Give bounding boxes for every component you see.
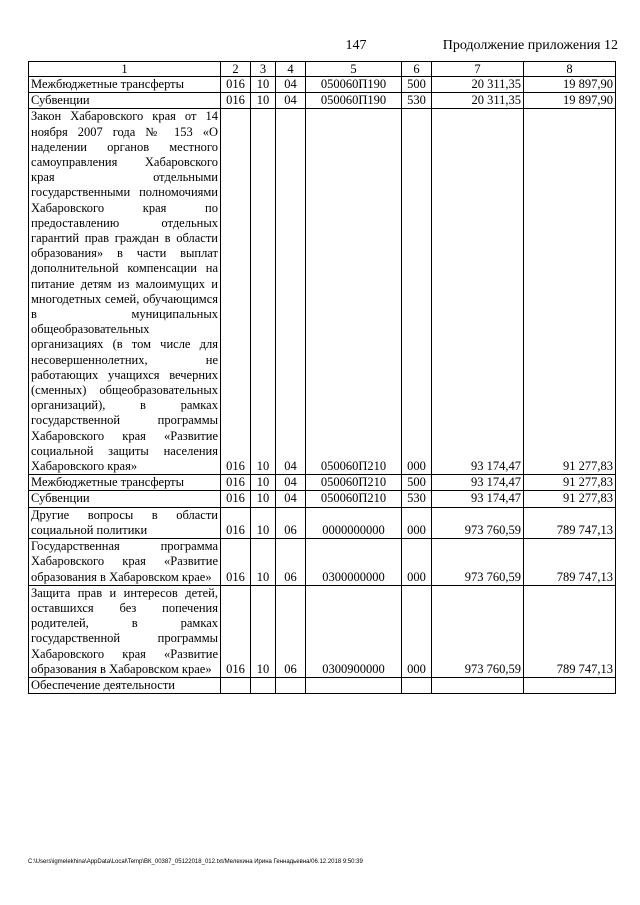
row-name: Закон Хабаровского края от 14 ноября 2007 года № 153 «О наделении органов местного самоуправления Хабаровского края отдельными государственными полномочиями Хабаровского края по предоставлению отдельных гарантий прав граждан в области образования» в части выплат дополнительной компенсации на питание детям из малоимущих и многодетных семей, обучающимся в муниципальных общеобразовательных организациях (в том числе для несовершеннолетних, не работающих учащихся вечерних (сменных) общеобразовательных организаций), в рамках государственной программы Хабаровского края «Развитие социальной защиты населения Хабаровского края» — [29, 109, 221, 475]
expense-type-code: 500 — [402, 77, 432, 93]
page-number: 147 — [345, 38, 367, 53]
row-name: Государственная программа Хабаровского края «Развитие образования в Хабаровском крае» — [29, 539, 221, 586]
section-code: 10 — [251, 491, 276, 507]
subsection-code — [276, 677, 306, 693]
expense-type-code: 500 — [402, 475, 432, 491]
amount-col7: 973 760,59 — [432, 539, 524, 586]
ministry-code: 016 — [221, 491, 251, 507]
expense-type-code: 000 — [402, 507, 432, 538]
target-article-code — [306, 677, 402, 693]
target-article-code: 0300900000 — [306, 585, 402, 677]
amount-col7: 20 311,35 — [432, 77, 524, 93]
subsection-code: 04 — [276, 77, 306, 93]
section-code: 10 — [251, 585, 276, 677]
ministry-code: 016 — [221, 585, 251, 677]
subsection-code: 06 — [276, 507, 306, 538]
ministry-code: 016 — [221, 507, 251, 538]
column-header: 6 — [402, 62, 432, 77]
amount-col8 — [524, 677, 616, 693]
subsection-code: 04 — [276, 93, 306, 109]
amount-col7: 20 311,35 — [432, 93, 524, 109]
amount-col8: 789 747,13 — [524, 507, 616, 538]
subsection-code: 04 — [276, 475, 306, 491]
subsection-code: 04 — [276, 109, 306, 475]
row-name: Защита прав и интересов детей, оставшихся без попечения родителей, в рамках государственной программы Хабаровского края «Развитие образования в Хабаровском крае» — [29, 585, 221, 677]
column-numbers-row — [29, 62, 616, 77]
expense-type-code: 530 — [402, 491, 432, 507]
section-code: 10 — [251, 77, 276, 93]
row-name: Обеспечение деятельности — [29, 677, 221, 693]
target-article-code: 050060П190 — [306, 93, 402, 109]
ministry-code: 016 — [221, 475, 251, 491]
ministry-code: 016 — [221, 109, 251, 475]
subsection-code: 06 — [276, 539, 306, 586]
ministry-code: 016 — [221, 93, 251, 109]
ministry-code: 016 — [221, 539, 251, 586]
table-row — [29, 585, 616, 677]
table-row — [29, 475, 616, 491]
table-row — [29, 539, 616, 586]
section-code: 10 — [251, 109, 276, 475]
amount-col8: 91 277,83 — [524, 475, 616, 491]
target-article-code: 050060П210 — [306, 491, 402, 507]
target-article-code: 050060П190 — [306, 77, 402, 93]
column-header: 3 — [251, 62, 276, 77]
table-row — [29, 491, 616, 507]
amount-col8: 19 897,90 — [524, 93, 616, 109]
row-name: Межбюджетные трансферты — [29, 77, 221, 93]
amount-col7: 973 760,59 — [432, 585, 524, 677]
amount-col8: 91 277,83 — [524, 491, 616, 507]
amount-col8: 19 897,90 — [524, 77, 616, 93]
column-header: 4 — [276, 62, 306, 77]
footer-file-path: C:\Users\igmelekhina\AppData\Local\Temp\ВК_00387_05122018_012.txt/Мелехина Ирина Геннадьевна/06.12.2018 9:50:39 — [28, 859, 363, 865]
target-article-code: 0300000000 — [306, 539, 402, 586]
table-row — [29, 93, 616, 109]
column-header: 7 — [432, 62, 524, 77]
expense-type-code: 000 — [402, 109, 432, 475]
section-code: 10 — [251, 539, 276, 586]
section-code — [251, 677, 276, 693]
column-header: 8 — [524, 62, 616, 77]
target-article-code: 050060П210 — [306, 475, 402, 491]
table-row — [29, 507, 616, 538]
table-row — [29, 677, 616, 693]
section-code: 10 — [251, 93, 276, 109]
amount-col7: 93 174,47 — [432, 491, 524, 507]
appendix-label: Продолжение приложения 12 — [442, 38, 618, 53]
section-code: 10 — [251, 475, 276, 491]
expense-type-code: 000 — [402, 585, 432, 677]
amount-col7 — [432, 677, 524, 693]
row-name: Субвенции — [29, 491, 221, 507]
column-header: 2 — [221, 62, 251, 77]
column-header: 1 — [29, 62, 221, 77]
subsection-code: 06 — [276, 585, 306, 677]
subsection-code: 04 — [276, 491, 306, 507]
expense-type-code — [402, 677, 432, 693]
amount-col8: 91 277,83 — [524, 109, 616, 475]
target-article-code: 0000000000 — [306, 507, 402, 538]
amount-col7: 93 174,47 — [432, 475, 524, 491]
table-header — [29, 62, 616, 77]
section-code: 10 — [251, 507, 276, 538]
amount-col7: 93 174,47 — [432, 109, 524, 475]
budget-table — [28, 61, 616, 694]
ministry-code — [221, 677, 251, 693]
target-article-code: 050060П210 — [306, 109, 402, 475]
ministry-code: 016 — [221, 77, 251, 93]
row-name: Субвенции — [29, 93, 221, 109]
table-row — [29, 109, 616, 475]
amount-col7: 973 760,59 — [432, 507, 524, 538]
table-row — [29, 77, 616, 93]
amount-col8: 789 747,13 — [524, 585, 616, 677]
amount-col8: 789 747,13 — [524, 539, 616, 586]
row-name: Другие вопросы в области социальной политики — [29, 507, 221, 538]
expense-type-code: 530 — [402, 93, 432, 109]
expense-type-code: 000 — [402, 539, 432, 586]
column-header: 5 — [306, 62, 402, 77]
row-name: Межбюджетные трансферты — [29, 475, 221, 491]
